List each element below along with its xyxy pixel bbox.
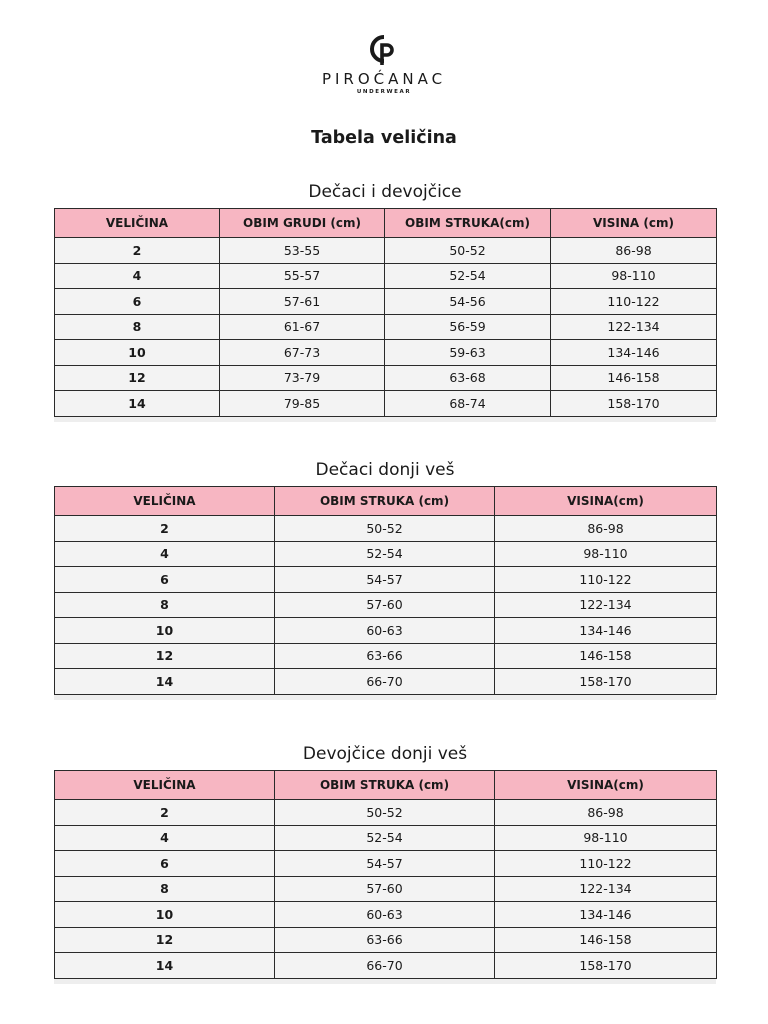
table-row (55, 800, 717, 826)
size-cell: 14 (55, 391, 220, 417)
size-cell: 6 (55, 567, 275, 593)
waist-cell: 63-68 (385, 365, 551, 391)
waist-cell: 57-60 (275, 592, 495, 618)
table-shadow (54, 979, 716, 984)
column-header-height: VISINA (cm) (551, 209, 717, 238)
waist-cell: 52-54 (385, 263, 551, 289)
size-table-section-boys-underwear (54, 458, 716, 700)
table-row (55, 340, 717, 366)
waist-cell: 63-66 (275, 643, 495, 669)
size-cell: 6 (55, 289, 220, 315)
table-row (55, 851, 717, 877)
chest-cell: 57-61 (220, 289, 385, 315)
table-row (55, 365, 717, 391)
table-row (55, 643, 717, 669)
size-cell: 10 (55, 340, 220, 366)
height-cell: 134-146 (551, 340, 717, 366)
height-cell: 158-170 (551, 391, 717, 417)
table-row (55, 391, 717, 417)
chest-cell: 79-85 (220, 391, 385, 417)
size-cell: 10 (55, 618, 275, 644)
height-cell: 146-158 (495, 643, 717, 669)
brand-subtitle: UNDERWEAR (356, 89, 412, 95)
table-shadow (54, 417, 716, 422)
table-row (55, 541, 717, 567)
table-row (55, 618, 717, 644)
column-header-waist: OBIM STRUKA (cm) (275, 771, 495, 800)
waist-cell: 52-54 (275, 825, 495, 851)
height-cell: 86-98 (551, 238, 717, 264)
height-cell: 158-170 (495, 953, 717, 979)
size-cell: 12 (55, 365, 220, 391)
waist-cell: 59-63 (385, 340, 551, 366)
chest-cell: 55-57 (220, 263, 385, 289)
section-title: Devojčice donji veš (302, 744, 468, 764)
chest-cell: 61-67 (220, 314, 385, 340)
waist-cell: 63-66 (275, 927, 495, 953)
waist-cell: 60-63 (275, 902, 495, 928)
table-row (55, 567, 717, 593)
size-table (54, 208, 717, 417)
waist-cell: 50-52 (275, 800, 495, 826)
column-header-chest: OBIM GRUDI (cm) (220, 209, 385, 238)
section-title: Dečaci i devojčice (308, 182, 462, 202)
height-cell: 122-134 (495, 876, 717, 902)
waist-cell: 66-70 (275, 953, 495, 979)
table-shadow (54, 695, 716, 700)
table-row (55, 669, 717, 695)
column-header-waist: OBIM STRUKA (cm) (275, 487, 495, 516)
table-row (55, 314, 717, 340)
waist-cell: 56-59 (385, 314, 551, 340)
table-header-row (55, 771, 717, 800)
section-title: Dečaci donji veš (315, 460, 455, 480)
size-cell: 2 (55, 800, 275, 826)
brand-logo (0, 34, 768, 95)
waist-cell: 68-74 (385, 391, 551, 417)
size-cell: 10 (55, 902, 275, 928)
chest-cell: 67-73 (220, 340, 385, 366)
height-cell: 86-98 (495, 516, 717, 542)
table-row (55, 927, 717, 953)
table-row (55, 876, 717, 902)
height-cell: 134-146 (495, 902, 717, 928)
waist-cell: 54-57 (275, 567, 495, 593)
height-cell: 98-110 (495, 541, 717, 567)
table-row (55, 953, 717, 979)
size-table (54, 770, 717, 979)
waist-cell: 54-56 (385, 289, 551, 315)
size-cell: 8 (55, 876, 275, 902)
waist-cell: 52-54 (275, 541, 495, 567)
column-header-size: VELIČINA (55, 771, 275, 800)
height-cell: 158-170 (495, 669, 717, 695)
height-cell: 122-134 (495, 592, 717, 618)
size-cell: 6 (55, 851, 275, 877)
waist-cell: 60-63 (275, 618, 495, 644)
height-cell: 110-122 (551, 289, 717, 315)
height-cell: 86-98 (495, 800, 717, 826)
size-table (54, 486, 717, 695)
height-cell: 98-110 (551, 263, 717, 289)
size-cell: 12 (55, 927, 275, 953)
table-row (55, 902, 717, 928)
brand-mark-icon (369, 34, 399, 68)
size-cell: 4 (55, 263, 220, 289)
size-cell: 2 (55, 238, 220, 264)
waist-cell: 50-52 (385, 238, 551, 264)
waist-cell: 54-57 (275, 851, 495, 877)
brand-name: PIROĆANAC (321, 70, 447, 88)
column-header-size: VELIČINA (55, 209, 220, 238)
column-header-height: VISINA(cm) (495, 487, 717, 516)
column-header-size: VELIČINA (55, 487, 275, 516)
table-header-row (55, 209, 717, 238)
size-cell: 4 (55, 825, 275, 851)
size-cell: 8 (55, 592, 275, 618)
table-header-row (55, 487, 717, 516)
waist-cell: 50-52 (275, 516, 495, 542)
chest-cell: 73-79 (220, 365, 385, 391)
size-table-section-kids (54, 180, 716, 422)
size-cell: 12 (55, 643, 275, 669)
size-cell: 14 (55, 953, 275, 979)
height-cell: 122-134 (551, 314, 717, 340)
table-row (55, 825, 717, 851)
size-cell: 14 (55, 669, 275, 695)
size-cell: 2 (55, 516, 275, 542)
size-cell: 4 (55, 541, 275, 567)
height-cell: 110-122 (495, 851, 717, 877)
column-header-waist: OBIM STRUKA(cm) (385, 209, 551, 238)
table-row (55, 238, 717, 264)
table-row (55, 289, 717, 315)
column-header-height: VISINA(cm) (495, 771, 717, 800)
waist-cell: 57-60 (275, 876, 495, 902)
height-cell: 146-158 (551, 365, 717, 391)
waist-cell: 66-70 (275, 669, 495, 695)
table-row (55, 263, 717, 289)
size-cell: 8 (55, 314, 220, 340)
height-cell: 146-158 (495, 927, 717, 953)
height-cell: 134-146 (495, 618, 717, 644)
height-cell: 98-110 (495, 825, 717, 851)
table-row (55, 516, 717, 542)
size-table-section-girls-underwear (54, 742, 716, 984)
chest-cell: 53-55 (220, 238, 385, 264)
table-row (55, 592, 717, 618)
height-cell: 110-122 (495, 567, 717, 593)
page-title: Tabela veličina (311, 128, 457, 148)
